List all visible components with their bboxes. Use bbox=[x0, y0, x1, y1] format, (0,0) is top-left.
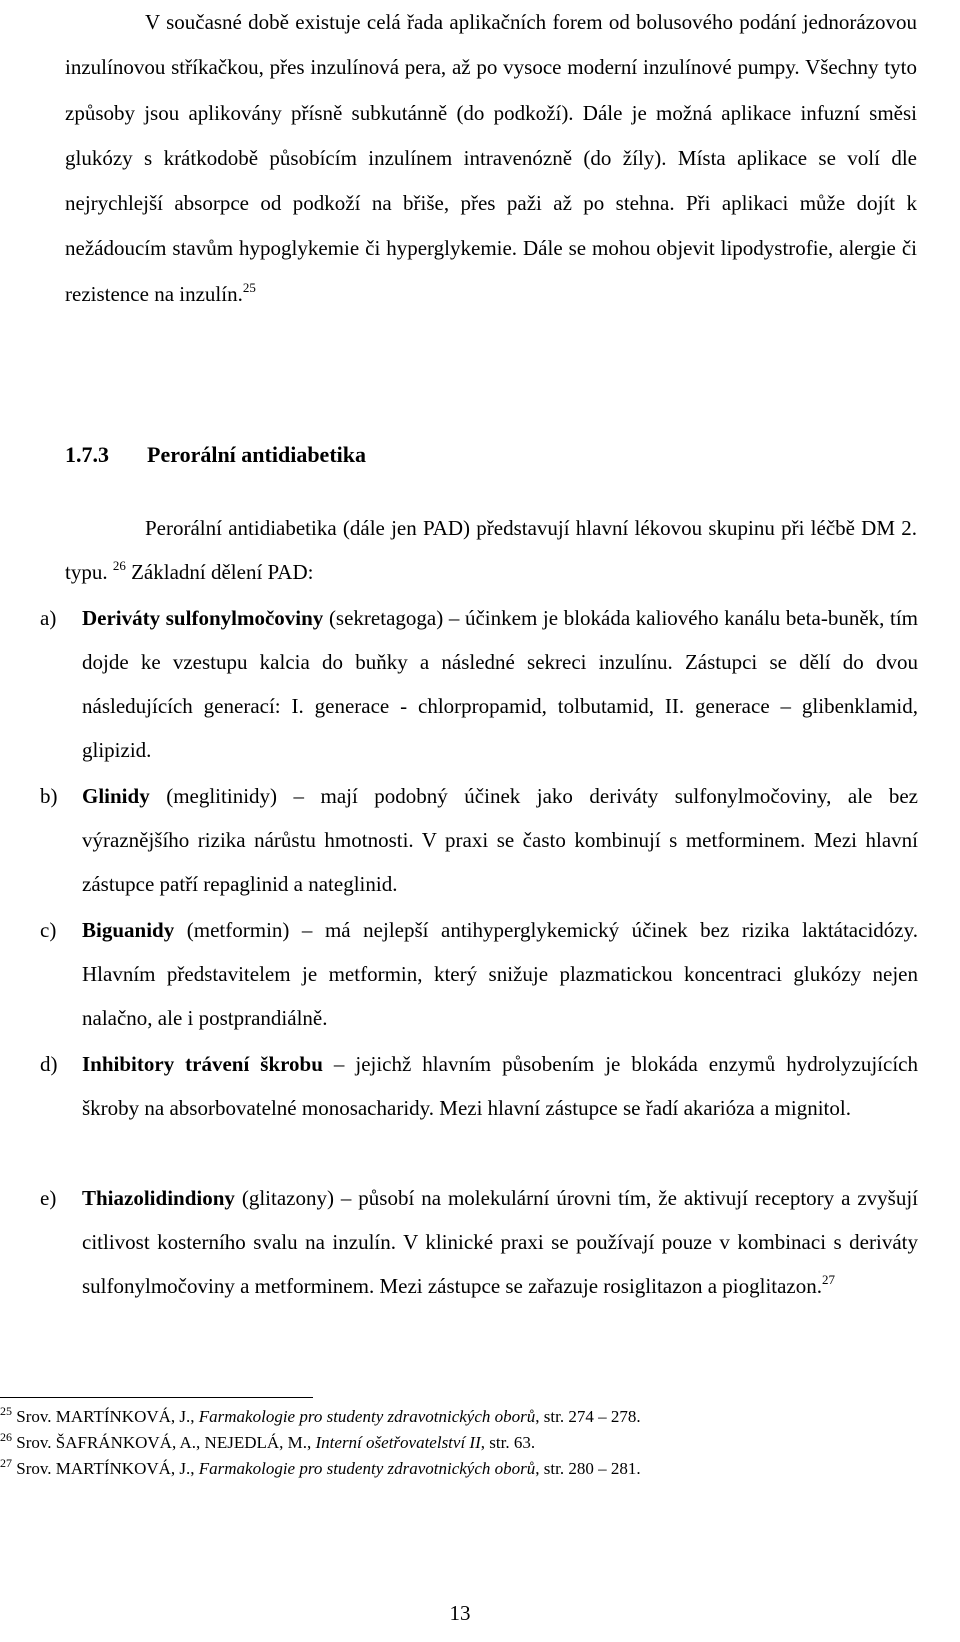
footnote-suffix: , str. 274 – 278. bbox=[535, 1407, 641, 1426]
footnote-number: 26 bbox=[0, 1430, 12, 1444]
section-number: 1.7.3 bbox=[65, 442, 109, 467]
footnote bbox=[0, 1430, 900, 1456]
intro-paragraph-text: V současné době existuje celá řada aplikačních forem od bolusového podání jednorázovou inzulínovou stříkačkou, přes inzulínová pera, až po vysoce moderní inzulínové pumpy. Všechny tyto způsoby jsou aplikovány přísně subkutánně (do podkoží). Dále je možná aplikace infuzní směsi glukózy s krátkodobě působícím inzulínem intravenózně (do žíly). Místa aplikace se volí dle nejrychlejší absorpce od podkoží na břiše, přes paži až po stehna. Při aplikaci může dojít k nežádoucím stavům hypoglykemie či hyperglykemie. Dále se mohou objevit lipodystrofie, alergie či rezistence na inzulín. bbox=[65, 10, 917, 306]
footnote-number: 25 bbox=[0, 1404, 12, 1418]
footnote bbox=[0, 1404, 900, 1430]
pad-paragraph bbox=[65, 506, 917, 594]
footnote-source-title: Interní ošetřovatelství II bbox=[315, 1433, 481, 1452]
list-marker: b) bbox=[40, 784, 58, 808]
list-item-title: Biguanidy bbox=[82, 918, 175, 942]
footnote-source-title: Farmakologie pro studenty zdravotnických oborů bbox=[198, 1459, 536, 1478]
list-item-body bbox=[82, 1176, 918, 1308]
list-item-body bbox=[82, 908, 918, 1040]
footnote-ref-25: 25 bbox=[242, 279, 256, 295]
list-item-title: Glinidy bbox=[82, 784, 150, 808]
footnotes bbox=[0, 1404, 900, 1482]
list-item-body bbox=[82, 774, 918, 906]
list-marker: e) bbox=[40, 1186, 57, 1210]
list-marker: c) bbox=[40, 918, 57, 942]
list-item-text: – jejichž hlavním působením je blokáda enzymů hydrolyzujících škroby na absorbovatelné monosacharidy. Mezi hlavní zástupce se řadí akarióza a mignitol. bbox=[82, 1052, 918, 1120]
footnote-separator bbox=[0, 1397, 313, 1398]
list-marker: d) bbox=[40, 1052, 58, 1076]
list-item-title: Thiazolidindiony bbox=[82, 1186, 235, 1210]
list-item-text: (metformin) – má nejlepší antihyperglykemický účinek bez rizika laktátacidózy. Hlavním představitelem je metformin, který snižuje plazmatickou koncentraci glukózy nejen nalačno, ale i postprandiálně. bbox=[82, 918, 918, 1030]
section-title: Perorální antidiabetika bbox=[147, 442, 366, 467]
list-item-body bbox=[82, 596, 918, 772]
list-item-text: (glitazony) – působí na molekulární úrovni tím, že aktivují receptory a zvyšují citlivost kosterního svalu na inzulín. V klinické praxi se používají pouze v kombinaci s deriváty sulfonylmočoviny a metforminem. Mezi zástupce se zařazuje rosiglitazon a pioglitazon. bbox=[82, 1186, 918, 1298]
intro-paragraph bbox=[65, 0, 917, 317]
footnote-ref-27: 27 bbox=[822, 1272, 836, 1287]
list-marker: a) bbox=[40, 606, 57, 630]
footnote-source-title: Farmakologie pro studenty zdravotnických oborů bbox=[198, 1407, 536, 1426]
list-item-body bbox=[82, 1042, 918, 1130]
footnote-prefix: Srov. MARTÍNKOVÁ, J., bbox=[16, 1407, 195, 1426]
footnote-suffix: , str. 63. bbox=[480, 1433, 536, 1452]
pad-paragraph-continuation: Základní dělení PAD: bbox=[131, 560, 314, 584]
list-item-title: Deriváty sulfonylmočoviny bbox=[82, 606, 324, 630]
footnote-suffix: , str. 280 – 281. bbox=[535, 1459, 641, 1478]
list-item-text: (sekretagoga) – účinkem je blokáda kaliového kanálu beta-buněk, tím dojde ke vzestupu kalcia do buňky a následné sekreci inzulínu. Zástupci se dělí do dvou následujících generací: I. generace - chlorpropamid, tolbutamid, II. generace – glibenklamid, glipizid. bbox=[82, 606, 919, 762]
footnote bbox=[0, 1456, 900, 1482]
list-item-text: (meglitinidy) – mají podobný účinek jako deriváty sulfonylmočoviny, ale bez výraznějšího rizika nárůstu hmotnosti. V praxi se často kombinují s metforminem. Mezi hlavní zástupce patří repaglinid a nateglinid. bbox=[82, 784, 919, 896]
footnote-prefix: Srov. MARTÍNKOVÁ, J., bbox=[16, 1459, 195, 1478]
footnote-number: 27 bbox=[0, 1456, 12, 1470]
page-number: 13 bbox=[449, 1601, 471, 1625]
footnote-prefix: Srov. ŠAFRÁNKOVÁ, A., NEJEDLÁ, M., bbox=[16, 1433, 312, 1452]
pad-paragraph-text: Perorální antidiabetika (dále jen PAD) představují hlavní lékovou skupinu při léčbě DM 2. typu. bbox=[65, 516, 917, 584]
footnote-ref-26: 26 bbox=[112, 558, 126, 573]
section-heading bbox=[65, 440, 366, 470]
list-item-title: Inhibitory trávení škrobu bbox=[82, 1052, 323, 1076]
